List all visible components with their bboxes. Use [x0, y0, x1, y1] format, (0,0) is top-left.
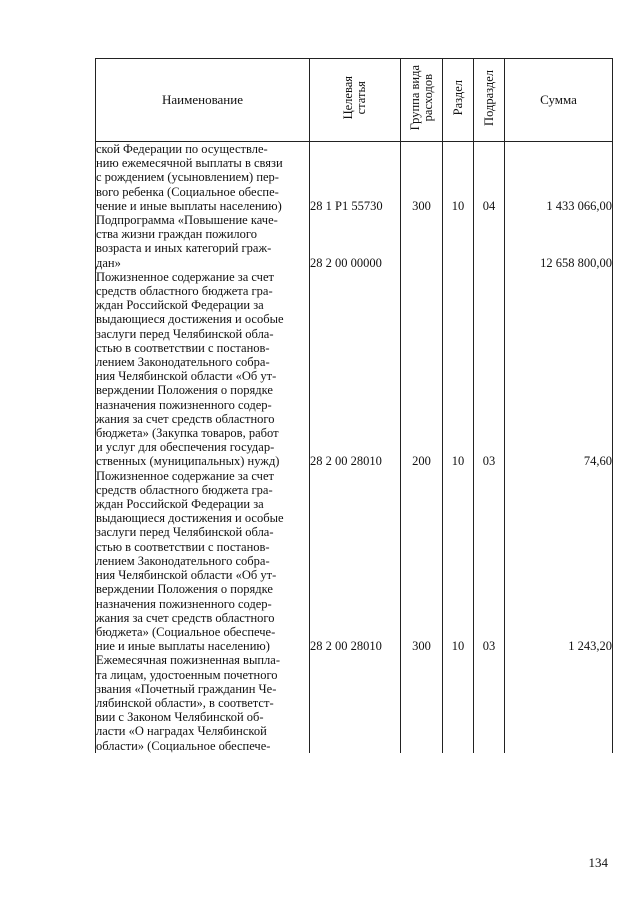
header-target-article: [310, 59, 401, 142]
row-name: Пожизненное содержание за счет средств областного бюджета гра- ждан Российской Федерации за выдающиеся достижения и особые заслуги перед Челябинской обла- стью в соответствии с постанов- лением Законодательного собра- ния Челябинской области «Об ут- верждении Положения о порядке назначения пожизненного содер- жания за счет средств областного бюджета» (Закупка товаров, работ и услуг для обеспечения государ- ственных (муниципальных) нужд): [96, 270, 310, 469]
header-section: [443, 59, 474, 142]
row-article: 28 2 00 00000: [310, 213, 401, 270]
row-subsection: 03: [474, 270, 505, 469]
budget-table: [95, 58, 613, 753]
row-subsection: 04: [474, 142, 505, 214]
header-subsection-text: Подраздел: [481, 70, 496, 126]
table-row: [96, 469, 613, 654]
row-name: Ежемесячная пожизненная выпла- та лицам, удостоенным почетного звания «Почетный гражданин Че- лябинской области», в соответст- вии с Законом Челябинской об- ласти «О наградах Челябинской области» (Социальное обеспече-: [96, 653, 310, 752]
row-subsection: 03: [474, 469, 505, 654]
row-sum: 12 658 800,00: [505, 213, 613, 270]
row-group: [401, 653, 443, 752]
header-subsection: [474, 59, 505, 142]
header-expense-group-text: Группа вида расходов: [407, 65, 435, 131]
header-name: Наименование: [96, 59, 310, 142]
row-sum: [505, 653, 613, 752]
row-sum: 1 433 066,00: [505, 142, 613, 214]
header-section-text: Раздел: [450, 80, 465, 116]
table-header-row: [96, 59, 613, 142]
header-sum: Сумма: [505, 59, 613, 142]
row-section: [443, 653, 474, 752]
row-article: [310, 653, 401, 752]
row-subsection: [474, 653, 505, 752]
row-article: 28 2 00 28010: [310, 270, 401, 469]
row-subsection: [474, 213, 505, 270]
row-article: 28 1 P1 55730: [310, 142, 401, 214]
row-sum: 1 243,20: [505, 469, 613, 654]
row-name: ской Федерации по осуществле- нию ежемесячной выплаты в связи с рождением (усыновлением) пер- вого ребенка (Социальное обеспе- чение и иные выплаты населению): [96, 142, 310, 214]
header-expense-group: [401, 59, 443, 142]
row-section: 10: [443, 469, 474, 654]
table-row: [96, 653, 613, 752]
row-article: 28 2 00 28010: [310, 469, 401, 654]
row-group: [401, 213, 443, 270]
row-section: 10: [443, 270, 474, 469]
row-group: 300: [401, 469, 443, 654]
header-target-article-text: Целевая статья: [341, 76, 368, 120]
row-name: Пожизненное содержание за счет средств областного бюджета гра- ждан Российской Федерации за выдающиеся достижения и особые заслуги перед Челябинской обла- стью в соответствии с постанов- лением Законодательного собра- ния Челябинской области «Об ут- верждении Положения о порядке назначения пожизненного содер- жания за счет средств областного бюджета» (Социальное обеспече- ние и иные выплаты населению): [96, 469, 310, 654]
row-name: Подпрограмма «Повышение каче- ства жизни граждан пожилого возраста и иных категорий граж- дан»: [96, 213, 310, 270]
row-group: 300: [401, 142, 443, 214]
row-section: 10: [443, 142, 474, 214]
page-number: 134: [588, 855, 608, 870]
table-row: [96, 213, 613, 270]
row-group: 200: [401, 270, 443, 469]
row-section: [443, 213, 474, 270]
table-row: [96, 270, 613, 469]
row-sum: 74,60: [505, 270, 613, 469]
table-row: [96, 142, 613, 214]
